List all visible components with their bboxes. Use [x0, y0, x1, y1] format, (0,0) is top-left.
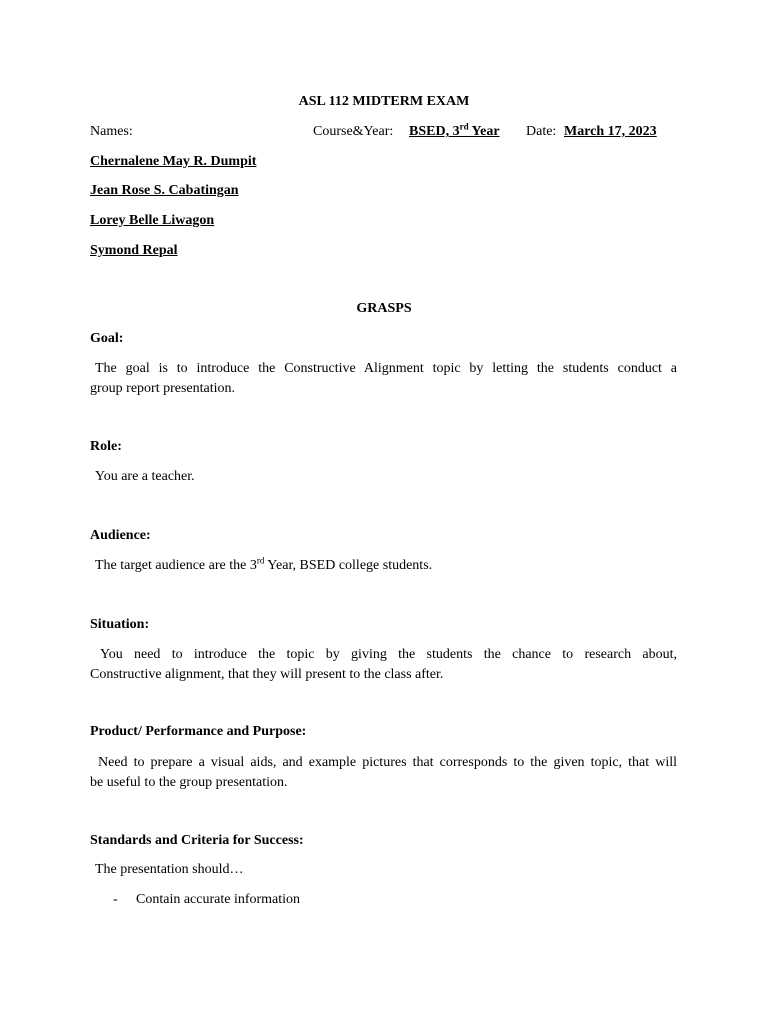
- situation-paragraph: [90, 645, 677, 685]
- role-text: You are a teacher.: [95, 469, 195, 484]
- student-name: Symond Repal: [90, 243, 178, 258]
- document-title: ASL 112 MIDTERM EXAM: [298, 94, 470, 109]
- standards-intro: The presentation should…: [95, 862, 244, 877]
- date-value: March 17, 2023: [564, 124, 657, 139]
- goal-heading: Goal:: [90, 331, 124, 346]
- product-paragraph: [90, 753, 677, 793]
- student-name: Chernalene May R. Dumpit: [90, 154, 257, 169]
- section-title: GRASPS: [356, 301, 412, 316]
- goal-line: The goal is to introduce the Constructive Alignment topic by letting the students conduct a: [95, 361, 677, 376]
- goal-line: group report presentation.: [90, 381, 236, 396]
- standards-heading: Standards and Criteria for Success:: [90, 833, 304, 848]
- student-name: Jean Rose S. Cabatingan: [90, 183, 239, 198]
- product-line: be useful to the group presentation.: [90, 775, 288, 790]
- goal-paragraph: [90, 359, 677, 399]
- student-name: Lorey Belle Liwagon: [90, 213, 215, 228]
- audience-text: The target audience are the 3rd Year, BSED college students.: [95, 555, 433, 573]
- names-label: Names:: [90, 124, 133, 139]
- role-heading: Role:: [90, 439, 122, 454]
- bullet-dash: -: [113, 892, 118, 907]
- situation-line: You need to introduce the topic by giving the students the chance to research about,: [100, 647, 677, 662]
- product-heading: Product/ Performance and Purpose:: [90, 724, 307, 739]
- course-year-value: BSED, 3rd Year: [409, 121, 500, 139]
- bullet-text: Contain accurate information: [136, 892, 301, 907]
- product-line: Need to prepare a visual aids, and example pictures that corresponds to the given topic, that will: [98, 755, 677, 770]
- date-label: Date:: [526, 124, 557, 139]
- course-year-label: Course&Year:: [313, 124, 394, 139]
- situation-line: Constructive alignment, that they will present to the class after.: [90, 667, 444, 682]
- situation-heading: Situation:: [90, 617, 150, 632]
- audience-heading: Audience:: [90, 528, 151, 543]
